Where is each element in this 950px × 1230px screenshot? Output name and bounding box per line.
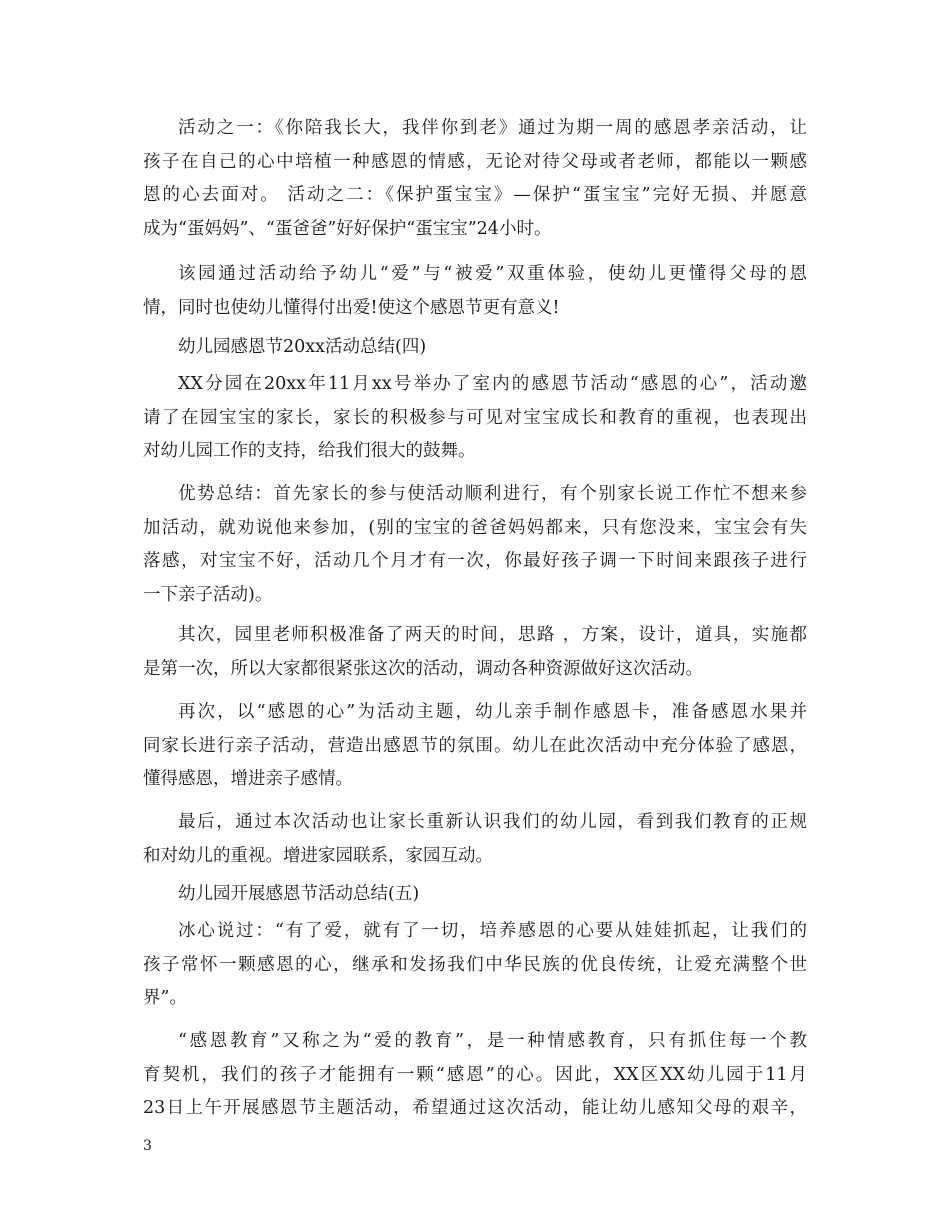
paragraph-line: 成为“蛋妈妈”、“蛋爸爸”好好保护“蛋宝宝”24小时。: [143, 218, 552, 239]
paragraph-line: 懂得感恩，增进亲子感情。: [143, 769, 353, 789]
paragraph-line: 冰心说过：“有了爱，就有了一切，培养感恩的心要从娃娃抓起，让我们的: [178, 921, 807, 941]
paragraph-line: 孩子常怀一颗感恩的心，继承和发扬我们中华民族的优良传统，让爱充满整个世: [143, 954, 807, 975]
paragraph-line: 恩的心去面对。 活动之二：《保护蛋宝宝》—保护“蛋宝宝”完好无损、并愿意: [143, 185, 807, 205]
paragraph-line: 一下亲子活动)。: [143, 584, 273, 605]
paragraph-line: 优势总结：首先家长的参与使活动顺利进行，有个别家长说工作忙不想来参: [178, 484, 807, 504]
paragraph-line: 对幼儿园工作的支持，给我们很大的鼓舞。: [143, 441, 476, 461]
paragraph-line: 落感，对宝宝不好，活动几个月才有一次，你最好孩子调一下时间来跟孩子进行: [143, 551, 807, 571]
paragraph-line: 是第一次，所以大家都很紧张这次的活动，调动各种资源做好这次活动。: [143, 658, 703, 679]
paragraph-line: 育契机，我们的孩子才能拥有一颗“感恩”的心。因此，XX区XX幼儿园于11月: [143, 1064, 807, 1085]
page-number: 3: [143, 1138, 152, 1154]
paragraph-line: 界”。: [143, 988, 187, 1008]
paragraph-line: 和对幼儿的重视。增进家园联系，家园互动。: [143, 845, 493, 866]
paragraph-line: 23日上午开展感恩节主题活动，希望通过这次活动，能让幼儿感知父母的艰辛，: [143, 1098, 807, 1118]
paragraph-line: 该园通过活动给予幼儿“爱”与“被爱”双重体验，使幼儿更懂得父母的恩: [178, 264, 807, 284]
paragraph-line: 最后，通过本次活动也让家长重新认识我们的幼儿园，看到我们教育的正规: [178, 812, 807, 832]
paragraph-line: 请了在园宝宝的家长，家长的积极参与可见对宝宝成长和教育的重视，也表现出: [143, 407, 807, 428]
paragraph-line: 再次，以“感恩的心”为活动主题，幼儿亲手制作感恩卡，准备感恩水果并: [178, 702, 807, 722]
paragraph-line: 其次，园里老师积极准备了两天的时间，思路 ，方案，设计，道具，实施都: [178, 625, 807, 645]
paragraph-line: 情，同时也使幼儿懂得付出爱!使这个感恩节更有意义!: [143, 297, 560, 318]
paragraph-line: XX分园在20xx年11月xx号举办了室内的感恩节活动“感恩的心”，活动邀: [178, 374, 807, 394]
paragraph-line: “感恩教育”又称之为“爱的教育”，是一种情感教育，只有抓住每一个教: [178, 1031, 807, 1051]
paragraph-line: 孩子在自己的心中培植一种感恩的情感，无论对待父母或者老师，都能以一颗感: [143, 151, 807, 172]
paragraph-line: 活动之一：《你陪我长大，我伴你到老》通过为期一周的感恩孝亲活动，让: [178, 118, 807, 138]
paragraph-line: 同家长进行亲子活动，营造出感恩节的氛围。幼儿在此次活动中充分体验了感恩，: [143, 735, 807, 756]
paragraph-line: 加活动，就劝说他来参加，(别的宝宝的爸爸妈妈都来，只有您没来，宝宝会有失: [143, 517, 807, 538]
section-heading: 幼儿园开展感恩节活动总结(五): [178, 884, 420, 904]
section-heading: 幼儿园感恩节20xx活动总结(四): [178, 337, 427, 357]
